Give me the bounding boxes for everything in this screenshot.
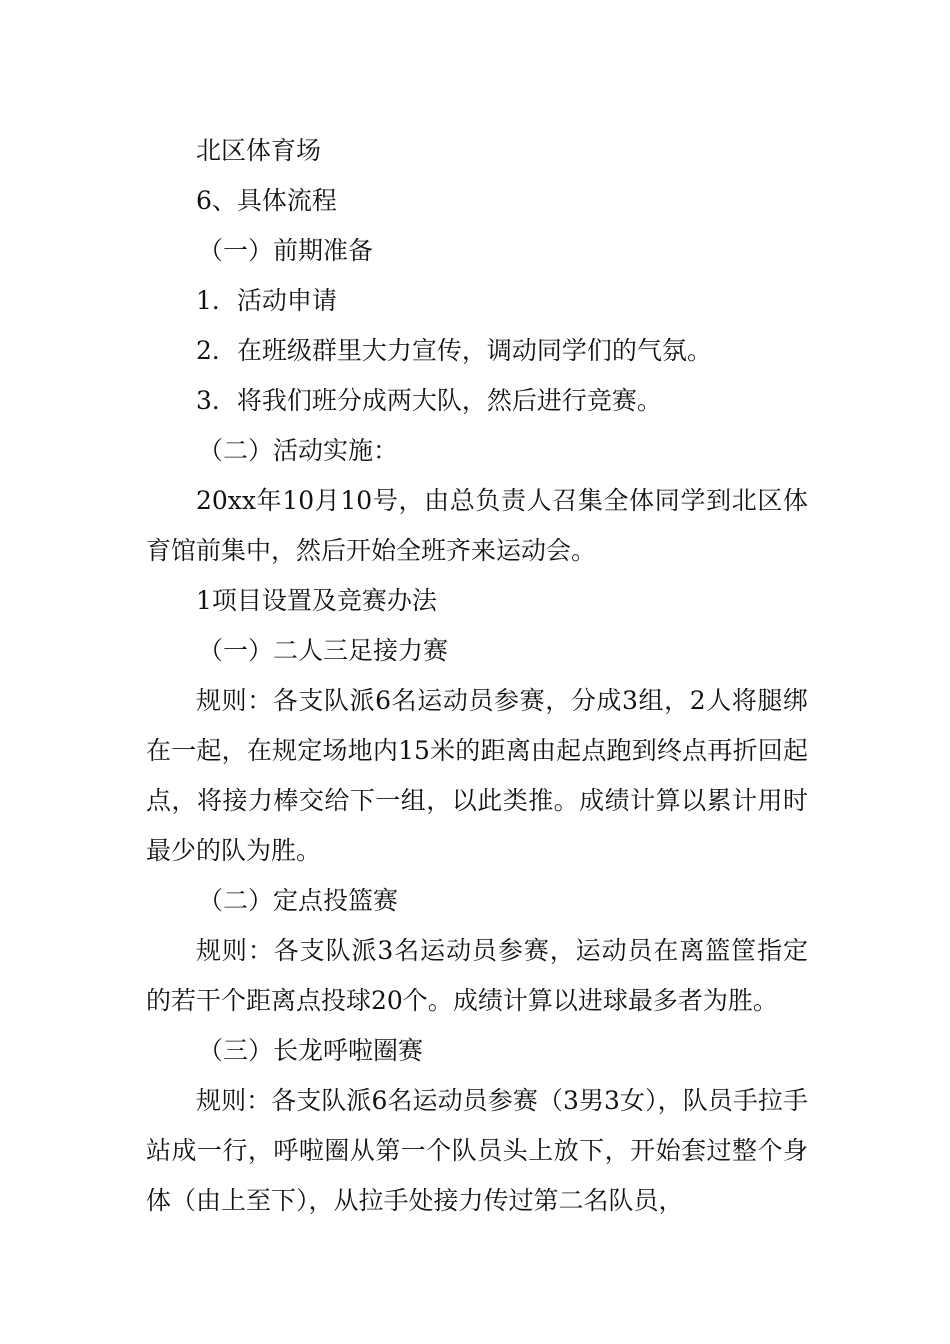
subheading-implementation: （二）活动实施： [198, 436, 399, 465]
paragraph-implementation: 20xx年10月10号，由总负责人召集全体同学到北区体育馆前集中，然后开始全班齐来运动会。 [146, 486, 808, 565]
document-body [146, 126, 808, 1226]
subheading-preparation: （一）前期准备 [198, 236, 374, 265]
list-item-1: 1．活动申请 [196, 286, 337, 315]
section-heading-events: 1项目设置及竞赛办法 [196, 586, 437, 615]
subheading-shooting-contest: （二）定点投篮赛 [198, 886, 399, 915]
paragraph-relay-rules: 规则：各支队派6名运动员参赛，分成3组，2人将腿绑在一起，在规定场地内15米的距离由起点跑到终点再折回起点，将接力棒交给下一组，以此类推。成绩计算以累计用时最少的队为胜。 [146, 686, 808, 865]
list-item-2: 2．在班级群里大力宣传，调动同学们的气氛。 [196, 336, 712, 365]
venue-text: 北区体育场 [196, 136, 322, 165]
paragraph-hula-hoop-rules: 规则：各支队派6名运动员参赛（3男3女），队员手拉手站成一行，呼啦圈从第一个队员头上放下，开始套过整个身体（由上至下），从拉手处接力传过第二名队员， [146, 1086, 808, 1215]
paragraph-shooting-rules: 规则：各支队派3名运动员参赛，运动员在离篮筐指定的若干个距离点投球20个。成绩计算以进球最多者为胜。 [146, 936, 808, 1015]
subheading-three-legged-relay: （一）二人三足接力赛 [198, 636, 449, 665]
section-heading-process: 6、具体流程 [196, 186, 337, 215]
list-item-3: 3．将我们班分成两大队，然后进行竞赛。 [196, 386, 662, 415]
subheading-hula-hoop-contest: （三）长龙呼啦圈赛 [198, 1036, 424, 1065]
